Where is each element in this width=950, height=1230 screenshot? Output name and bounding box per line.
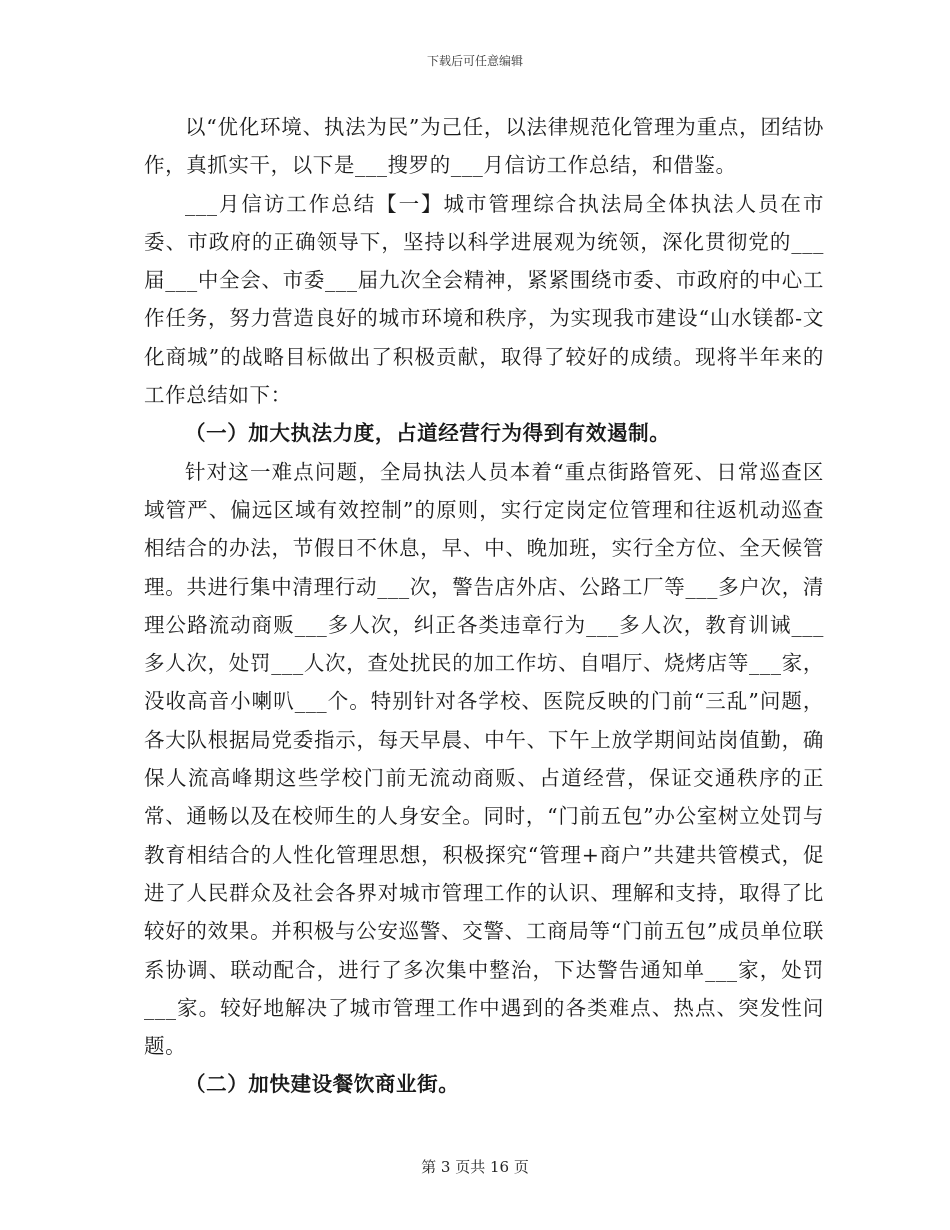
page-footer: 第 3 页共 16 页: [421, 1158, 529, 1176]
intro-paragraph: 以“优化环境、执法为民”为己任，以法律规范化管理为重点，团结协作，真抓实干，以下是___搜罗的___月信访工作总结，和借鉴。: [144, 115, 824, 178]
section-heading-1: （一）加大执法力度，占道经营行为得到有效遏制。: [185, 421, 671, 446]
document-body: [144, 108, 824, 1104]
section-heading-2: （二）加快建设餐饮商业街。: [185, 1072, 460, 1097]
page-header: 下载后可任意编辑: [426, 54, 523, 68]
summary-paragraph: ___月信访工作总结【一】城市管理综合执法局全体执法人员在市委、市政府的正确领导下，坚持以科学进展观为统领，深化贯彻党的___届___中全会、市委___届九次全会精神，紧紧围绕市委、市政府的中心工作任务，努力营造良好的城市环境和秩序，为实现我市建设“山水镁都-文化商城”的战略目标做出了积极贡献，取得了较好的成绩。现将半年来的工作总结如下：: [144, 191, 824, 408]
section-1-paragraph: 针对这一难点问题，全局执法人员本着“重点街路管死、日常巡查区域管严、偏远区域有效控制”的原则，实行定岗定位管理和往返机动巡查相结合的办法，节假日不休息，早、中、晚加班，实行全方位、全天候管理。共进行集中清理行动___次，警告店外店、公路工厂等___多户次，清理公路流动商贩___多人次，纠正各类违章行为___多人次，教育训诫___多人次，处罚___人次，查处扰民的加工作坊、自唱厅、烧烤店等___家，没收高音小喇叭___个。特别针对各学校、医院反映的门前“三乱”问题，各大队根据局党委指示，每天早晨、中午、下午上放学期间站岗值勤，确保人流高峰期这些学校门前无流动商贩、占道经营，保证交通秩序的正常、通畅以及在校师生的人身安全。同时，“门前五包”办公室树立处罚与教育相结合的人性化管理思想，积极探究“管理+商户”共建共管模式，促进了人民群众及社会各界对城市管理工作的认识、理解和支持，取得了比较好的效果。并积极与公安巡警、交警、工商局等“门前五包”成员单位联系协调、联动配合，进行了多次集中整治，下达警告通知单___家，处罚___家。较好地解决了城市管理工作中遇到的各类难点、热点、突发性问题。: [144, 459, 824, 1059]
